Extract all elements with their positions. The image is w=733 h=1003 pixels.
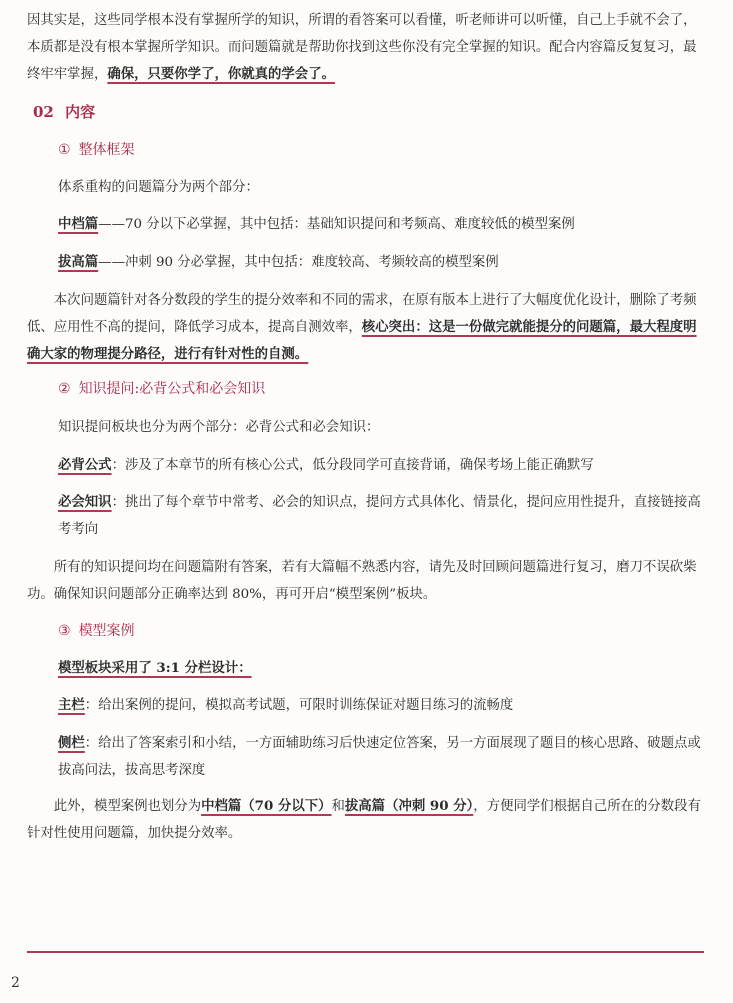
paragraph-mid: 和 [331, 799, 345, 814]
term-side-column: 侧栏 [58, 735, 85, 751]
item-text: ：给出了答案索引和小结，一方面辅助练习后快速定位答案，另一方面展现了题目的核心思路、破题点或拔高问法，拔高思考深度 [58, 736, 701, 778]
subsection-title: 整体框架 [78, 142, 135, 158]
framework-lead: 体系重构的问题篇分为两个部分： [58, 180, 259, 195]
intro-text: 因其实是，这些同学根本没有掌握所学的知识，所谓的看答案可以看懂，听老师讲可以听懂，自己上手就不会了，本质都是没有根本掌握所学知识。而问题篇就是帮助你找到这些你没有完全掌握的知识。配合内容篇反复复习，最终牢牢掌握， [27, 13, 697, 82]
item-text: ：挑出了每个章节中常考、必会的知识点，提问方式具体化、情景化，提问应用性提升，直接链接高考考向 [58, 495, 701, 537]
term-advanced-model: 拔高篇（冲刺 90 分） [344, 798, 474, 814]
subsection-number: ① [58, 142, 71, 158]
intro-emphasis: 确保，只要你学了，你就真的学会了。 [107, 66, 335, 82]
framework-item-midlevel [58, 211, 708, 238]
knowledge-item-knowledge [58, 489, 708, 543]
knowledge-lead: 知识提问板块也分为两个部分：必背公式和必会知识： [58, 420, 380, 435]
footer-divider [27, 951, 704, 953]
subsection-number: ③ [58, 623, 71, 639]
page-number: 2 [11, 975, 20, 991]
item-text: ——冲刺 90 分必掌握，其中包括：难度较高、考频较高的模型案例 [98, 255, 499, 270]
subsection-heading-knowledge [58, 378, 265, 398]
section-title: 内容 [65, 103, 96, 121]
framework-paragraph [27, 287, 707, 368]
item-text: ：涉及了本章节的所有核心公式，低分段同学可直接背诵，确保考场上能正确默写 [111, 458, 594, 473]
term-advanced: 拔高篇 [58, 254, 99, 270]
term-knowledge: 必会知识 [58, 494, 112, 510]
subsection-number: ② [58, 381, 71, 397]
model-lead: 模型板块采用了 3:1 分栏设计： [58, 660, 252, 676]
paragraph-text: 本次问题篇针对各分数段的学生的提分效率和不同的需求，在原有版本上进行了大幅度优化设计，删除了考频低、应用性不高的提问，降低学习成本，提高自测效率， [27, 293, 697, 335]
section-number: 02 [33, 103, 54, 121]
subsection-heading-model [58, 620, 135, 640]
item-text: ——70 分以下必掌握，其中包括：基础知识提问和考频高、难度较低的模型案例 [98, 217, 575, 232]
paragraph-prefix: 此外，模型案例也划分为 [53, 799, 202, 814]
subsection-title: 模型案例 [78, 623, 135, 639]
subsection-title: 知识提问:必背公式和必会知识 [78, 381, 266, 397]
model-item-side [58, 730, 708, 784]
paragraph-suffix: ，方便同学们根据自己所在的分数段有针对性使用问题篇，加快提分效率。 [27, 799, 701, 841]
model-paragraph [27, 793, 707, 847]
section-heading [33, 101, 95, 122]
paragraph-emphasis: 核心突出：这是一份做完就能提分的问题篇，最大程度明确大家的物理提分路径，进行有针对性的自测。 [27, 319, 697, 362]
model-item-main [58, 692, 708, 719]
knowledge-paragraph: 所有的知识提问均在问题篇附有答案，若有大篇幅不熟悉内容，请先及时回顾问题篇进行复习，磨刀不误砍柴功。确保知识问题部分正确率达到 80%，再可开启“模型案例”板块。 [27, 560, 697, 602]
term-main-column: 主栏 [58, 697, 85, 713]
term-midlevel: 中档篇 [58, 216, 99, 232]
subsection-heading-framework [58, 139, 135, 159]
framework-item-advanced [58, 249, 708, 276]
item-text: ：给出案例的提问，模拟高考试题，可限时训练保证对题目练习的流畅度 [84, 698, 514, 713]
knowledge-item-formulas [58, 452, 708, 479]
term-formulas: 必背公式 [58, 457, 112, 473]
intro-paragraph [27, 7, 707, 88]
term-midlevel-model: 中档篇（70 分以下） [201, 798, 332, 814]
